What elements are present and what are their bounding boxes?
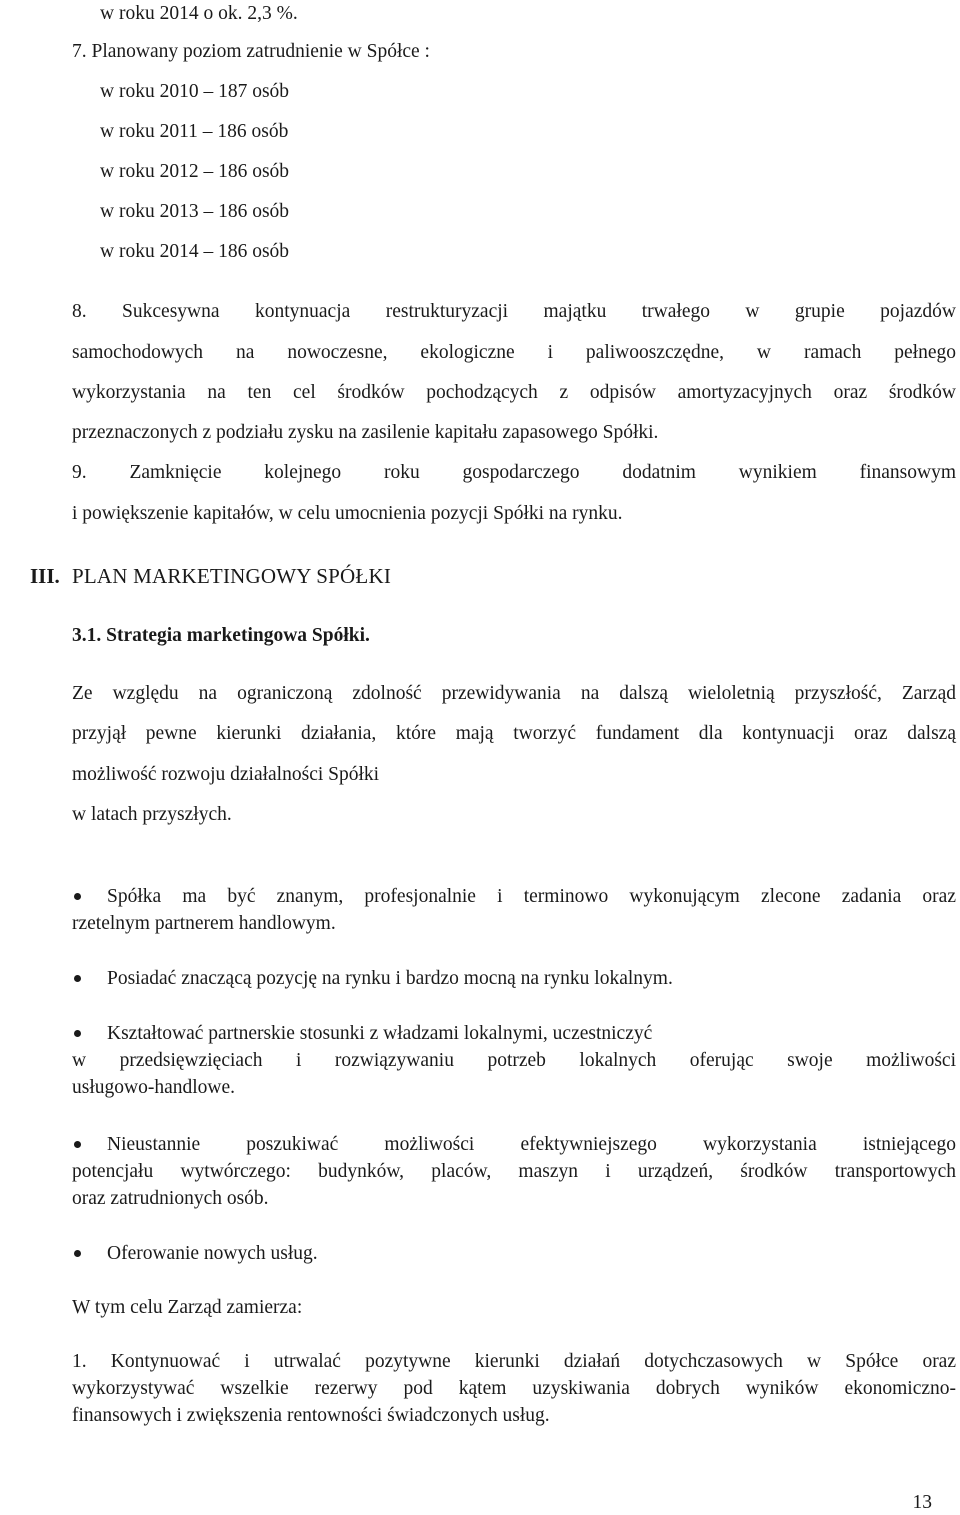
bullet-line: rzetelnym partnerem handlowym.	[72, 913, 336, 934]
bullet-icon	[74, 1141, 81, 1148]
bullet-icon	[74, 893, 81, 900]
aims-item1-line: wykorzystywać wszelkie rezerwy pod kątem uzyskiwania dobrych wyników ekonomiczno-	[72, 1378, 956, 1399]
bullet-line: Nieustannie poszukiwać możliwości efektywniejszego wykorzystania istniejącego	[107, 1134, 956, 1155]
aims-item1-line: finansowych i zwiększenia rentowności świadczonych usług.	[72, 1405, 550, 1426]
bullet-line: w przedsięwzięciach i rozwiązywaniu potrzeb lokalnych oferując swoje możliwości	[72, 1050, 956, 1071]
page-number: 13	[912, 1492, 932, 1513]
item8-line: przeznaczonych z podziału zysku na zasilenie kapitału zapasowego Spółki.	[72, 422, 659, 443]
employment-year-2010: w roku 2010 – 187 osób	[100, 81, 290, 102]
bullet-line: Oferowanie nowych usług.	[107, 1243, 318, 1264]
bullet-line: Kształtować partnerskie stosunki z władzami lokalnymi, uczestniczyć	[107, 1023, 653, 1044]
item8-line: 8. Sukcesywna kontynuacja restrukturyzacji majątku trwałego w grupie pojazdów	[72, 301, 956, 322]
employment-year-2013: w roku 2013 – 186 osób	[100, 201, 290, 222]
item9-line: i powiększenie kapitałów, w celu umocnienia pozycji Spółki na rynku.	[72, 503, 623, 524]
employment-year-2012: w roku 2012 – 186 osób	[100, 161, 290, 182]
intro-line: w latach przyszłych.	[72, 804, 232, 825]
bullet-icon	[74, 975, 81, 982]
item8-line: samochodowych na nowoczesne, ekologiczne i paliwooszczędne, w ramach pełnego	[72, 342, 956, 363]
intro-line: przyjął pewne kierunki działania, które mają tworzyć fundament dla kontynuacji oraz dalszą	[72, 723, 956, 744]
intro-line: możliwość rozwoju działalności Spółki	[72, 764, 380, 785]
bullet-line: Spółka ma być znanym, profesjonalnie i terminowo wykonującym zlecone zadania oraz	[107, 886, 956, 907]
employment-year-2011: w roku 2011 – 186 osób	[100, 121, 289, 142]
bullet-icon	[74, 1250, 81, 1257]
item9-line: 9. Zamknięcie kolejnego roku gospodarczego dodatnim wynikiem finansowym	[72, 462, 956, 483]
intro-line: Ze względu na ograniczoną zdolność przewidywania na dalszą wieloletnią przyszłość, Zarząd	[72, 683, 956, 704]
section-roman-numeral: III.	[30, 564, 60, 588]
employment-year-2014: w roku 2014 – 186 osób	[100, 241, 290, 262]
section-title: PLAN MARKETINGOWY SPÓŁKI	[72, 564, 392, 588]
bullet-line: potencjału wytwórczego: budynków, placów, maszyn i urządzeń, środków transportowych	[72, 1161, 956, 1182]
item8-line: wykorzystania na ten cel środków pochodzących z odpisów amortyzacyjnych oraz środków	[72, 382, 956, 403]
subsection-heading: 3.1. Strategia marketingowa Spółki.	[72, 625, 370, 646]
bullet-icon	[74, 1030, 81, 1037]
bullet-line: usługowo-handlowe.	[72, 1077, 236, 1098]
aims-heading: W tym celu Zarząd zamierza:	[72, 1297, 303, 1318]
item7-heading: 7. Planowany poziom zatrudnienie w Spółce :	[72, 41, 430, 62]
bullet-line: Posiadać znaczącą pozycję na rynku i bardzo mocną na rynku lokalnym.	[107, 968, 673, 989]
top-line: w roku 2014 o ok. 2,3 %.	[100, 3, 298, 24]
aims-item1-line: 1. Kontynuować i utrwalać pozytywne kierunki działań dotychczasowych w Spółce oraz	[72, 1351, 956, 1372]
bullet-line: oraz zatrudnionych osób.	[72, 1188, 269, 1209]
